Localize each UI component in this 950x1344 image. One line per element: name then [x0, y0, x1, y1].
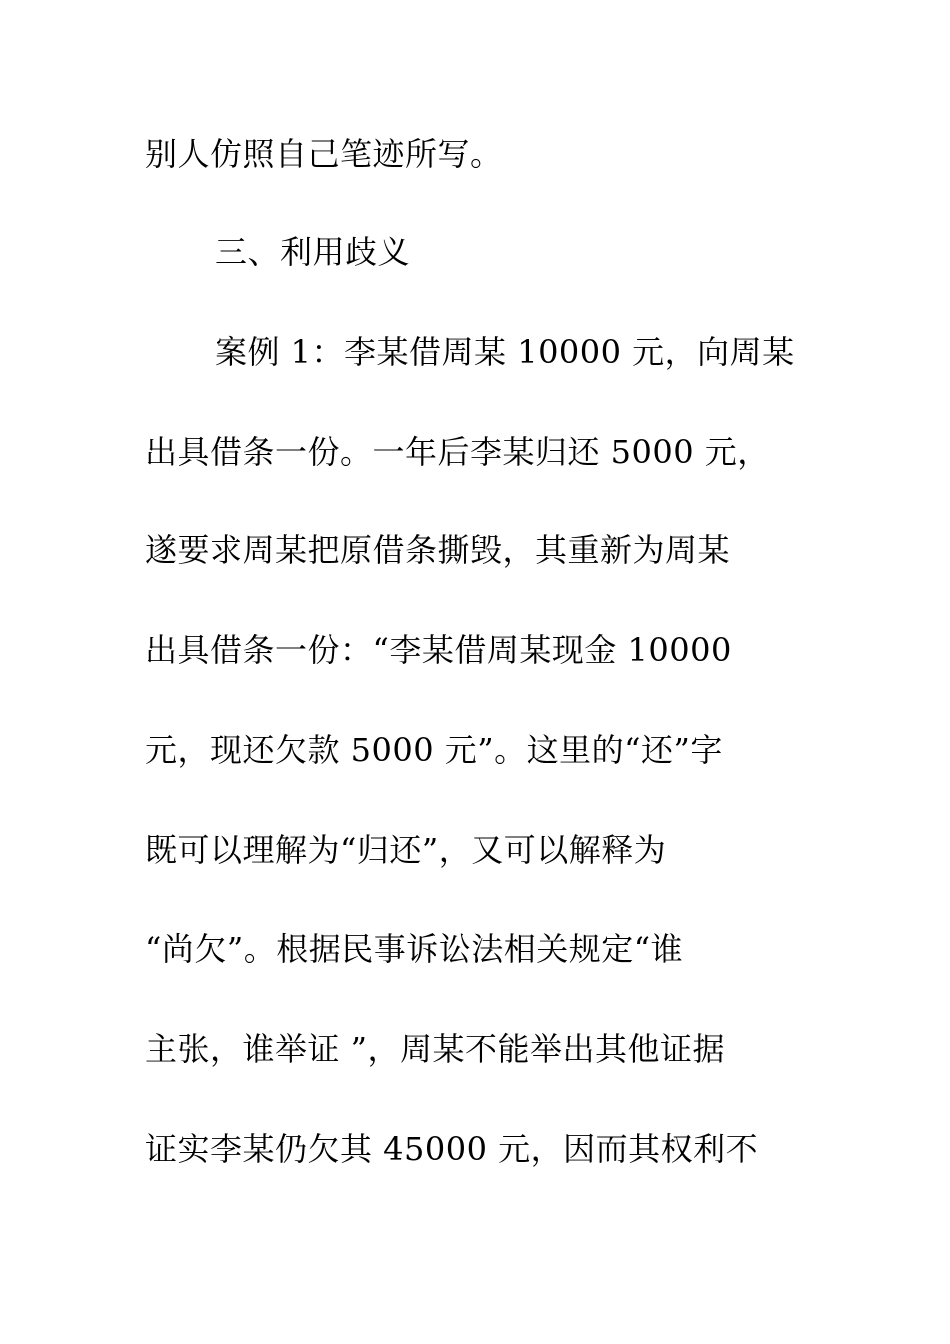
paragraph-line: “尚欠”。根据民事诉讼法相关规定“谁: [145, 930, 684, 968]
paragraph-line: 出具借条一份。一年后李某归还 5000 元，: [145, 433, 770, 471]
paragraph-line: 主张，谁举证 ”，周某不能举出其他证据: [145, 1030, 726, 1068]
paragraph-line: 元，现还欠款 5000 元”。这里的“还”字: [145, 731, 723, 769]
paragraph-line: 出具借条一份：“李某借周某现金 10000: [145, 631, 732, 669]
section-heading: 三、利用歧义: [215, 233, 411, 271]
paragraph-line: 案例 1：李某借周某 10000 元，向周某: [215, 333, 795, 371]
paragraph-line: 别人仿照自己笔迹所写。: [145, 135, 503, 173]
paragraph-line: 证实李某仍欠其 45000 元，因而其权利不: [145, 1130, 759, 1168]
paragraph-line: 既可以理解为“归还”，又可以解释为: [145, 831, 667, 869]
paragraph-line: 遂要求周某把原借条撕毁，其重新为周某: [145, 531, 731, 569]
